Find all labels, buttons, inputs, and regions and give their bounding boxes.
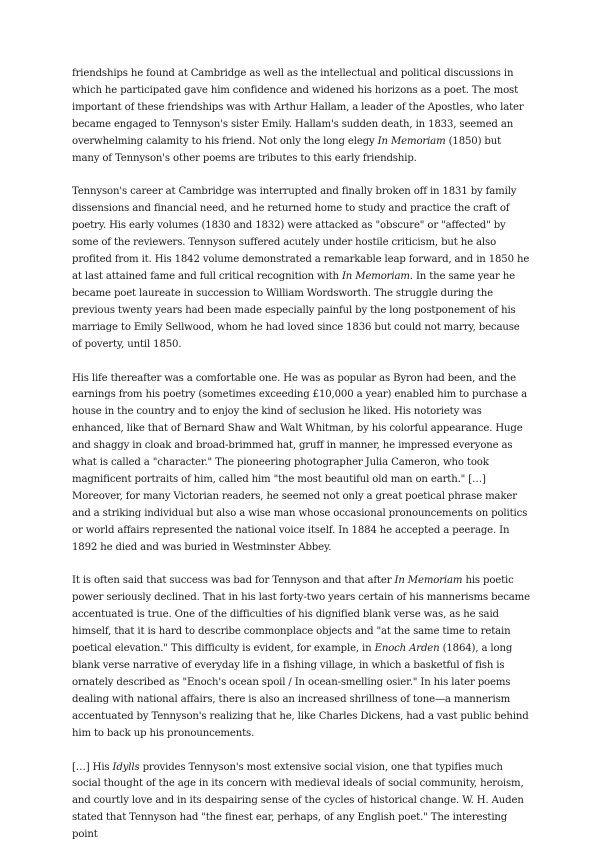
paragraph-4	[72, 573, 530, 742]
text-run: His life thereafter was a comfortable one. He was as popular as Byron had been, and the earnings from his poetry (sometimes exceeding £10,000 a year) enabled him to purchase a house in the country and to enjoy the kind of seclusion he liked. His notoriety was enhanced, like that of Bernard Shaw and Walt Whitman, by his colorful appearance. Huge and shaggy in cloak and broad-brimmed hat, gruff in manner, he impressed everyone as what is called a "character." The pioneering photographer Julia Cameron, who took magnificent portraits of him, called him "the most beautiful old man on earth." […] Moreover, for many Victorian readers, he seemed not only a great poetical phrase maker and a striking individual but also a wise man whose occasional pronouncements on politics or world affairs represented the national voice itself. In 1884 he accepted a peerage. In 1892 he died and was buried in Westminster Abbey.	[72, 372, 528, 553]
italic-title: In Memoriam	[377, 135, 446, 147]
paragraph-3	[72, 371, 530, 557]
text-run: friendships he found at Cambridge as well as the intellectual and political discussions in which he participated gave him confidence and widened his horizons as a poet. The most important of these friendships was with Arthur Hallam, a leader of the Apostles, who later became engaged to Tennyson's sister Emily. Hallam's sudden death, in 1833, seemed an overwhelming calamity to his friend. Not only the long elegy	[72, 68, 524, 147]
italic-title: In Memoriam	[394, 575, 463, 587]
text-run: (1850) but many of Tennyson's other poems are tributes to this early friendship.	[72, 135, 502, 164]
text-run: his poetic power seriously declined. That in his last forty-two years certain of his mannerisms became accentuated is true. One of the difficulties of his dignified blank verse was, as he said himself, that it is hard to describe commonplace objects and "at the same time to retain poetical elevation." This difficulty is evident, for example, in	[72, 575, 530, 655]
paragraph-1	[72, 66, 530, 167]
text-run: Tennyson's career at Cambridge was interrupted and finally broken off in 1831 by family dissensions and financial need, and he returned home to study and practice the craft of poetry. His early volumes (1830 and 1832) were attacked as "obscure" or "affected" by some of the reviewers. Tennyson suffered acutely under hostile criticism, but he also profited from it. His 1842 volume demonstrated a remarkable leap forward, and in 1850 he at last attained fame and full critical recognition with	[72, 186, 530, 282]
paragraph-2	[72, 184, 530, 353]
text-run: provides Tennyson's most extensive social vision, one that typifies much social thought of the age in its concern with medieval ideals of social community, heroism, and courtly love and in its despairing sense of the cycles of historical change. W. H. Auden stated that Tennyson had "the finest ear, perhaps, of any English poet." The interesting point	[72, 761, 524, 841]
text-run: […] His	[72, 761, 113, 773]
text-run: It is often said that success was bad for Tennyson and that after	[72, 575, 395, 587]
document-page	[72, 66, 530, 861]
italic-title: In Memoriam.	[341, 270, 413, 282]
italic-title: Enoch Arden	[374, 643, 440, 655]
text-run: (1864), a long blank verse narrative of everyday life in a fishing village, in which a basketful of fish is ornately described as "Enoch's ocean spoil / In ocean-smelling osier." In his later poems dealing with national affairs, there is also an increased shrillness of tone—a mannerism accentuated by Tennyson's realizing that he, like Charles Dickens, had a vast public behind him to back up his pronouncements.	[72, 643, 529, 739]
text-run: In the same year he became poet laureate in succession to William Wordsworth. The struggle during the previous twenty years had been made especially painful by the long postponement of his marriage to Emily Sellwood, whom he had loved since 1836 but could not marry, because of poverty, until 1850.	[72, 270, 520, 350]
paragraph-5	[72, 760, 530, 845]
italic-title: Idylls	[112, 761, 140, 773]
